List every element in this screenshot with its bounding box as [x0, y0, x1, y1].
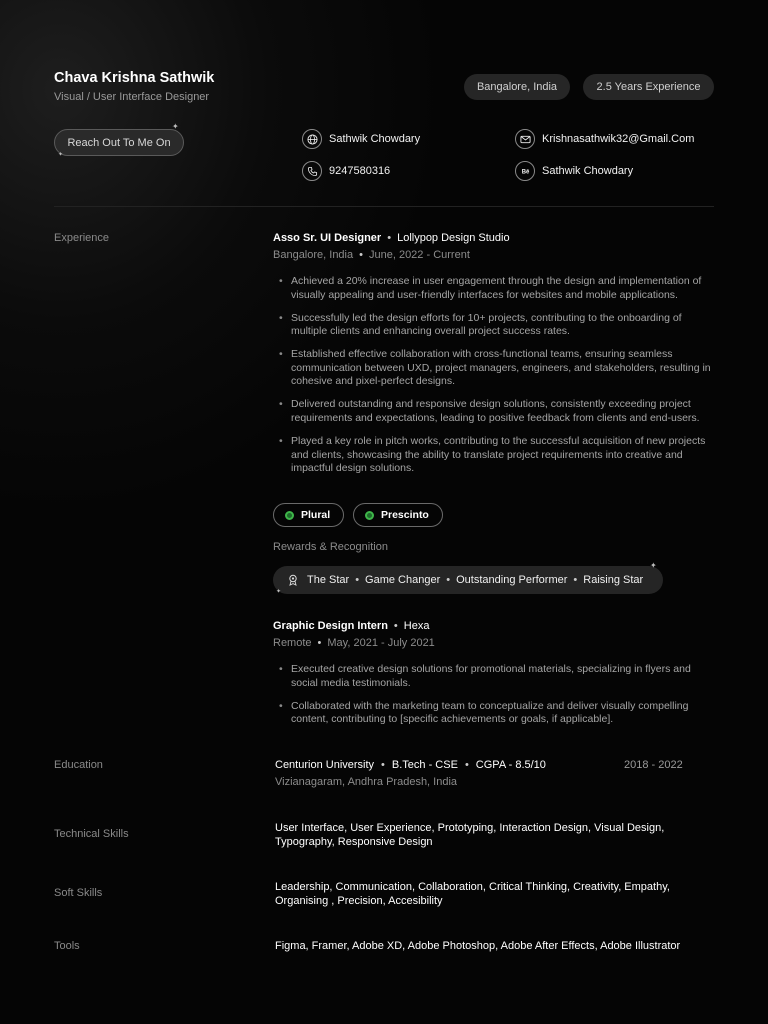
- reach-out-button[interactable]: Reach Out To Me On: [54, 129, 184, 156]
- list-item: • Achieved a 20% increase in user engagement through the design and implementation of visually appealing and user-friendly interfaces for websites and mobile applications.: [279, 275, 715, 302]
- job-title-row: Asso Sr. UI Designer • Lollypop Design Studio: [273, 232, 510, 244]
- sparkle-icon: ✦: [172, 122, 179, 131]
- section-label-education: Education: [54, 759, 103, 771]
- contact-behance-text: Sathwik Chowdary: [542, 165, 634, 177]
- job-meta-row: Bangalore, India • June, 2022 - Current: [273, 249, 470, 261]
- education-location: Vizianagaram, Andhra Pradesh, India: [275, 776, 458, 788]
- job-meta-row: Remote • May, 2021 - July 2021: [273, 637, 435, 649]
- contact-phone-text: 9247580316: [329, 165, 391, 177]
- education-school: Centurion University: [275, 759, 375, 771]
- education-years: 2018 - 2022: [624, 759, 683, 771]
- contact-email-text: Krishnasathwik32@Gmail.Com: [542, 133, 695, 145]
- client-chip-plural[interactable]: [273, 503, 344, 527]
- header-divider: [54, 206, 714, 207]
- job-company: Hexa: [403, 620, 430, 632]
- client-chip-label: Prescinto: [381, 509, 429, 521]
- reward-item: The Star: [307, 574, 350, 586]
- list-item: • Established effective collaboration with cross-functional teams, ensuring seamless communication between UXD, project managers, engineers, and stakeholders, resulting in cohesive and pixel-perfect designs.: [279, 348, 715, 389]
- contact-website-text: Sathwik Chowdary: [329, 133, 421, 145]
- candidate-name: Chava Krishna Sathwik: [54, 70, 215, 86]
- job-title: Graphic Design Intern: [273, 620, 388, 632]
- contact-behance[interactable]: [515, 161, 633, 181]
- sparkle-icon: ✦: [58, 152, 64, 158]
- rewards-bar: The Star • Game Changer • Outstanding Performer • Raising Star: [273, 566, 663, 594]
- list-item: • Successfully led the design efforts for 10+ projects, contributing to the onboarding of multiple clients and enhancing overall project success rates.: [279, 312, 715, 339]
- job-period: June, 2022 - Current: [368, 249, 470, 261]
- globe-icon: [302, 129, 322, 149]
- list-item: • Delivered outstanding and responsive design solutions, consistently exceeding project requirements and expectations, leading to positive feedback from clients and end-users.: [279, 398, 715, 425]
- award-icon: [287, 574, 299, 586]
- contact-email[interactable]: [515, 129, 694, 149]
- contact-website[interactable]: [302, 129, 420, 149]
- reward-item: Raising Star: [583, 574, 644, 586]
- education-cgpa: CGPA - 8.5/10: [475, 759, 546, 771]
- list-item: • Collaborated with the marketing team to conceptualize and deliver visually compelling content, contributing to [specific achievements or goals, if applicable].: [279, 700, 715, 727]
- reward-item: Game Changer: [365, 574, 441, 586]
- job-bullets: [279, 275, 715, 485]
- tools-text: Figma, Framer, Adobe XD, Adobe Photoshop, Adobe After Effects, Adobe Illustrator: [275, 940, 681, 952]
- location-badge: Bangalore, India: [464, 74, 570, 100]
- list-item: • Executed creative design solutions for promotional materials, specializing in flyers and social media testimonials.: [279, 663, 715, 690]
- job-company: Lollypop Design Studio: [397, 232, 510, 244]
- candidate-role: Visual / User Interface Designer: [54, 91, 210, 103]
- job-bullets: [279, 663, 715, 736]
- list-item: • Played a key role in pitch works, contributing to the successful acquisition of new projects and clients, showcasing the ability to translate project requirements into creative and impactful design solutions.: [279, 435, 715, 476]
- job-location: Remote: [273, 637, 312, 649]
- phone-icon: [302, 161, 322, 181]
- technical-skills-text: User Interface, User Experience, Prototyping, Interaction Design, Visual Design, Typography, Responsive Design: [275, 822, 665, 848]
- status-dot-icon: [365, 511, 374, 520]
- sparkle-icon: ✦: [650, 561, 657, 570]
- section-label-experience: Experience: [54, 232, 110, 244]
- client-chip-label: Plural: [301, 509, 331, 521]
- soft-skills-text: Leadership, Communication, Collaboration, Critical Thinking, Creativity, Empathy, Organising , Precision, Accesibility: [275, 881, 670, 907]
- rewards-heading: Rewards & Recognition: [273, 541, 388, 553]
- section-label-technical-skills: Technical Skills: [54, 828, 129, 840]
- education-row: Centurion University • B.Tech - CSE • CGPA - 8.5/10: [275, 759, 546, 771]
- mail-icon: [515, 129, 535, 149]
- job-period: May, 2021 - July 2021: [327, 637, 435, 649]
- experience-badge: 2.5 Years Experience: [583, 74, 714, 100]
- svg-text:Bē: Bē: [521, 169, 529, 176]
- education-degree: B.Tech - CSE: [391, 759, 458, 771]
- client-chip-prescinto[interactable]: [353, 503, 443, 527]
- section-label-tools: Tools: [54, 940, 80, 952]
- job-location: Bangalore, India: [273, 249, 354, 261]
- status-dot-icon: [285, 511, 294, 520]
- job-title: Asso Sr. UI Designer: [273, 232, 382, 244]
- behance-icon: [515, 161, 535, 181]
- reward-item: Outstanding Performer: [456, 574, 568, 586]
- section-label-soft-skills: Soft Skills: [54, 887, 103, 899]
- job-title-row: Graphic Design Intern • Hexa: [273, 620, 430, 632]
- contact-phone[interactable]: [302, 161, 390, 181]
- sparkle-icon: ✦: [276, 589, 282, 595]
